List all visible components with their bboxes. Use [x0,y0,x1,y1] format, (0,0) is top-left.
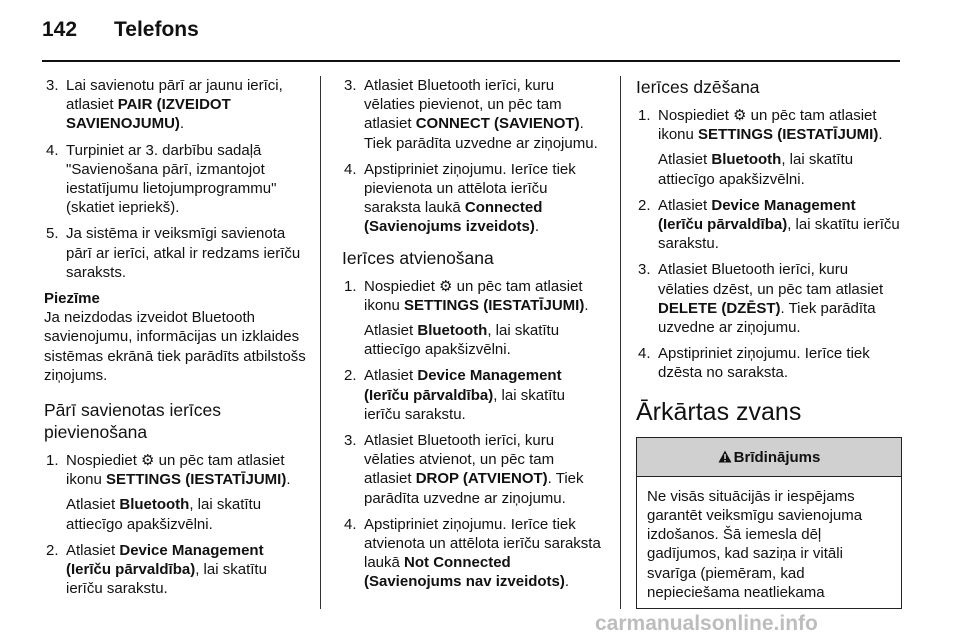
step-number: 2. [46,541,59,559]
step-bold-text: SETTINGS (IESTATĪJUMI) [106,471,287,489]
list-item [636,260,902,337]
step-text: Lai savienotu pārī ar jaunu ierīci, atlasiet [66,77,283,114]
step-number: 3. [46,77,59,94]
column-2 [342,76,604,599]
home-gear-icon: ⚙ [141,452,155,470]
list-item [342,366,604,424]
warning-icon [718,449,732,462]
step-number: 4. [344,160,357,178]
step-number: 3. [344,432,357,450]
step-text-end: . [286,471,291,489]
list-item [44,451,306,534]
emergency-call-heading: Ārkārtas zvans [636,397,802,426]
step-number: 4. [638,345,651,363]
section-title: Pārī savienotas ierīces pievienošana [44,400,222,443]
sub-text-end: , lai skatītu attiecīgo apakšizvēlni. [364,322,560,359]
list-item [342,76,604,153]
step-text-end: . [534,218,540,236]
column-1 [44,76,306,605]
home-gear-icon: ⚙ [439,277,453,295]
step-text-end: . Tiek parādīta uzvedne ar ziņojumu. [364,115,598,152]
step-number: 2. [344,367,357,385]
step-bold-text: SETTINGS (IESTATĪJUMI) [404,296,585,314]
list-item [44,76,306,134]
list-item [636,196,902,254]
step-bold-text: CONNECT (SAVIENOT) [415,115,580,133]
header-rule [42,60,900,62]
list-item [636,106,902,189]
section-title: Ierīces dzēšana [636,77,760,97]
step-subtext [658,150,902,188]
sub-bold-text: Bluetooth [417,322,488,340]
step-bold-text: DROP (ATVIENOT) [415,470,548,488]
sub-text: Atlasiet [66,496,120,514]
warning-text: Ne visās situācijās ir iespējams garantēt veiksmīgu savienojuma izdošanos. Šā iemesla dēļ gadījumos, kad saziņa ir vitāli svarīga (piemēram, kad nepieciešama neatliekama [647,487,863,601]
step-text-end: . [179,115,185,133]
connect-steps-continued [342,76,604,237]
sub-text: Atlasiet [364,322,418,340]
step-number: 4. [344,515,357,533]
sub-bold-text: Bluetooth [119,496,190,514]
step-bold-text: Device Management (Ierīču pārvaldība) [364,367,562,404]
column-divider [620,76,621,609]
step-text-mid: un pēc tam atlasiet ikonu [658,107,877,144]
column-divider [320,76,321,609]
list-item [636,344,902,382]
step-bold-text: Device Management (Ierīču pārvaldība) [658,196,856,234]
column-3 [636,76,902,609]
step-text: Nospiediet [364,277,440,295]
step-text: Apstipriniet ziņojumu. Ierīce tiek pievienota un attēlota ierīču saraksta laukā [364,160,576,217]
step-number: 3. [344,77,357,94]
list-item [342,515,604,592]
step-number: 5. [46,225,59,243]
delete-steps [636,106,902,383]
step-bold-text: DELETE (DZĒST) [658,299,781,317]
note-text: Ja neizdodas izveidot Bluetooth savienojumu, informācijas un izklaides sistēmas ekrānā tiek parādīts atbilstošs ziņojums. [44,309,306,384]
list-item [342,431,604,508]
step-text: Atlasiet Bluetooth ierīci, kuru vēlaties pievienot, un pēc tam atlasiet [364,77,562,133]
step-text: Ja sistēma ir veiksmīgi savienota pārī ar ierīci, atkal ir redzams ierīču saraksts. [66,225,301,281]
connect-steps [44,451,306,598]
step-text-end: , lai skatītu ierīču sarakstu. [658,216,900,253]
pairing-steps-continued [44,76,306,282]
list-item [342,160,604,237]
warning-header [637,438,901,477]
step-number: 2. [638,196,651,214]
step-text-end: , lai skatītu ierīču sarakstu. [66,561,267,598]
step-text: Atlasiet [658,196,712,214]
step-text: Apstipriniet ziņojumu. Ierīce tiek dzēsta no saraksta. [658,345,870,382]
warning-box [636,437,902,609]
step-number: 4. [46,141,59,159]
step-text-end: . [878,126,883,144]
step-number: 1. [638,107,651,124]
step-text: Nospiediet [658,107,734,124]
step-text-mid: un pēc tam atlasiet ikonu [364,277,583,314]
sub-text-end: , lai skatītu attiecīgo apakšizvēlni. [66,496,262,533]
step-bold-text: SETTINGS (IESTATĪJUMI) [698,126,879,144]
list-item [342,277,604,360]
step-text-end: . [584,296,589,314]
step-bold-text: Connected (Savienojums izveidots) [364,199,543,236]
list-item [44,224,306,282]
step-text-end: , lai skatītu ierīču sarakstu. [364,386,565,423]
step-bold-text: PAIR (IZVEIDOT SAVIENOJUMU) [66,96,231,133]
note-title: Piezīme [44,290,100,308]
step-number: 1. [46,452,59,470]
sub-bold-text: Bluetooth [711,151,782,169]
list-item [44,141,306,218]
sub-text: Atlasiet [658,151,712,169]
step-text-mid: un pēc tam atlasiet ikonu [66,452,285,489]
step-subtext [364,321,604,359]
step-text-end: . Tiek parādīta uzvedne ar ziņojumu. [658,299,876,337]
step-text: Atlasiet [66,541,120,559]
step-text: Turpiniet ar 3. darbību sadaļā "Savienošana pārī, izmantojot iestatījumu lietojumprogrammu" (skatiet iepriekš). [66,141,277,217]
step-text: Atlasiet [364,367,418,385]
step-text: Atlasiet Bluetooth ierīci, kuru vēlaties dzēst, un pēc tam atlasiet [658,261,884,298]
step-text: Nospiediet [66,452,142,470]
step-subtext [66,495,306,533]
step-bold-text: Device Management (Ierīču pārvaldība) [66,541,264,579]
warning-title: Brīdinājums [733,448,821,466]
step-number: 1. [344,277,357,295]
disconnect-steps [342,277,604,592]
section-title: Ierīces atvienošana [342,247,494,268]
page-header [42,18,199,42]
list-item [44,541,306,599]
step-text-end: . [564,573,570,591]
sub-text-end: , lai skatītu attiecīgo apakšizvēlni. [658,151,854,188]
step-text: Apstipriniet ziņojumu. Ierīce tiek atvienota un attēlota ierīču saraksta laukā [364,515,601,572]
step-text-end: . Tiek parādīta uzvedne ar ziņojumu. [364,470,584,507]
watermark: carmanualsonline.info [595,612,818,635]
chapter-title: Telefons [114,18,199,41]
page-number: 142 [42,18,78,41]
home-gear-icon: ⚙ [733,107,747,124]
step-number: 3. [638,261,651,279]
step-text: Atlasiet Bluetooth ierīci, kuru vēlaties atvienot, un pēc tam atlasiet [364,432,555,488]
step-bold-text: Not Connected (Savienojums nav izveidots) [364,554,565,591]
